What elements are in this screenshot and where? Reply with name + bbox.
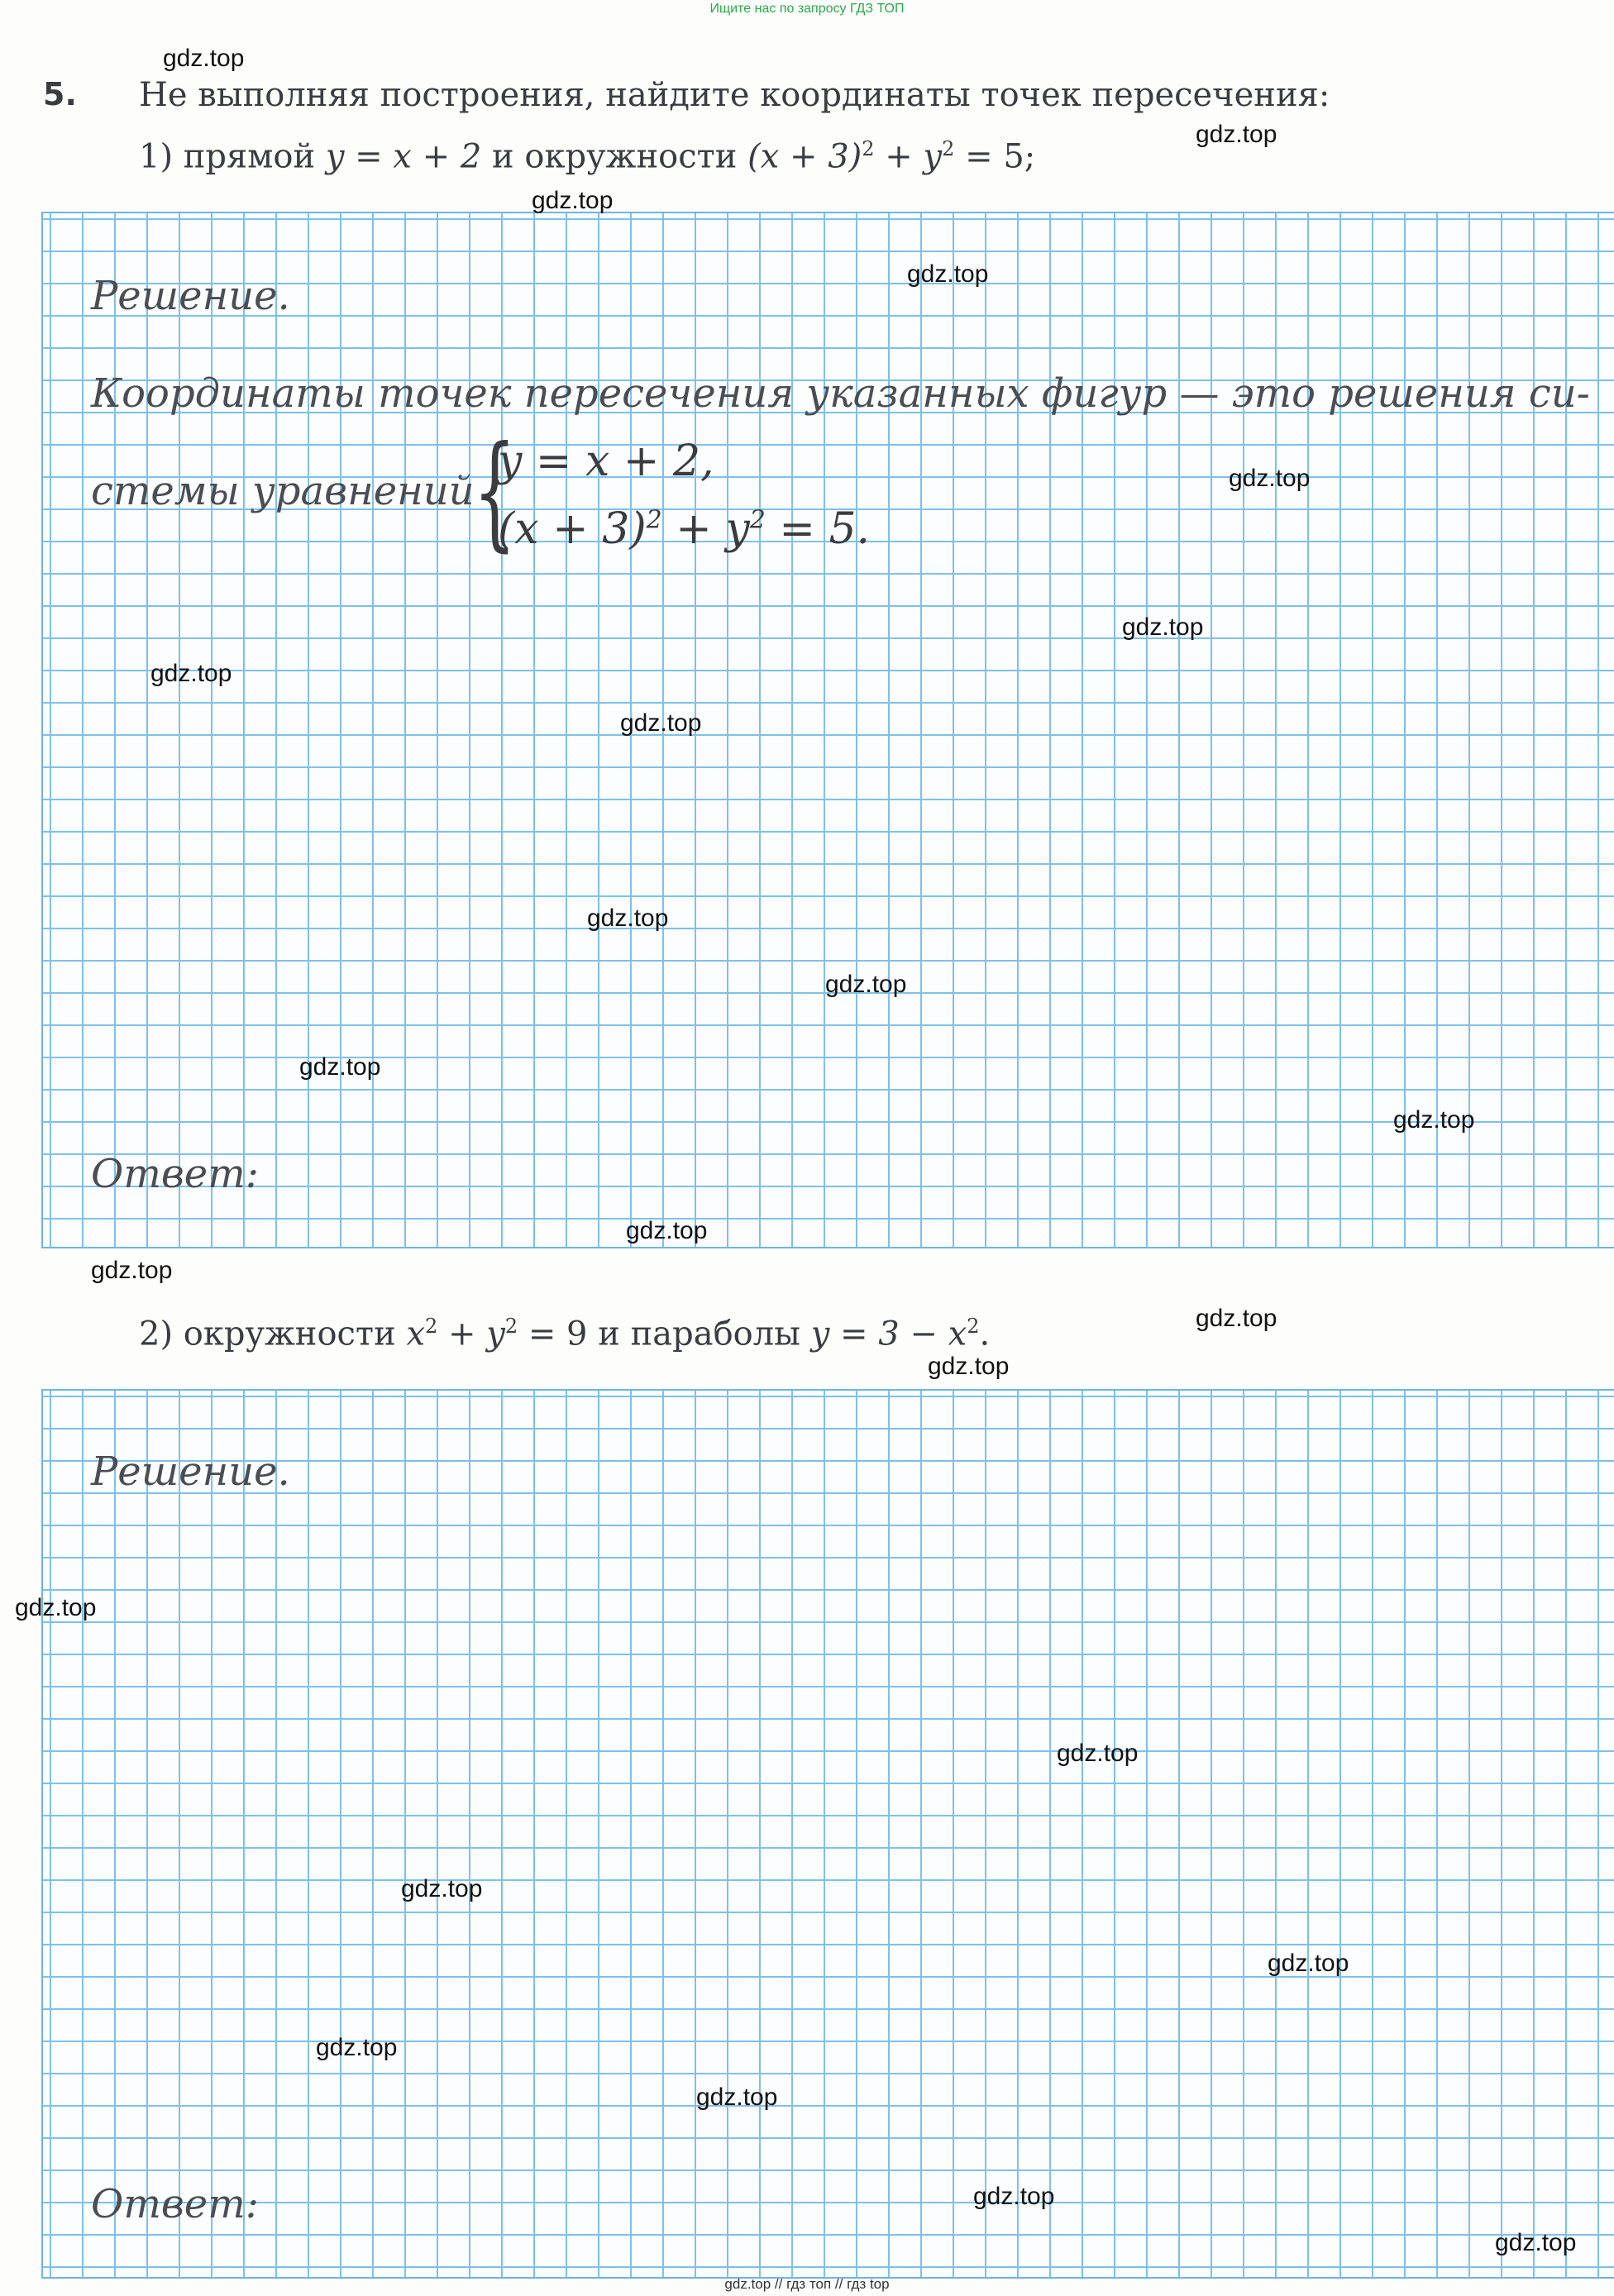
part2-prefix: 2) окружности	[139, 1315, 407, 1353]
part2-end: .	[979, 1315, 991, 1353]
answer-grid-1[interactable]	[41, 212, 1614, 1248]
watermark: gdz.top	[1393, 1106, 1475, 1134]
watermark: gdz.top	[1229, 465, 1311, 492]
part2-eq-a: x	[406, 1315, 425, 1353]
exponent: 2	[504, 1315, 518, 1338]
part1-prefix: 1) прямой	[139, 137, 326, 176]
system-eq2-a: (x + 3)	[498, 504, 647, 554]
part1-circle-c: = 5;	[954, 137, 1036, 176]
part1-circle-a: (x + 3)	[747, 137, 862, 176]
exponent: 2	[967, 1315, 980, 1338]
part1-line-equation: y = x + 2	[325, 137, 482, 176]
watermark: gdz.top	[626, 1217, 708, 1244]
watermark: gdz.top	[1057, 1740, 1139, 1767]
search-banner: Ищите нас по запросу ГДЗ ТОП	[709, 2, 905, 16]
system-equation-2	[498, 504, 870, 554]
watermark: gdz.top	[91, 1257, 173, 1284]
system-eq2-b: + y	[661, 504, 750, 554]
watermark: gdz.top	[696, 2084, 778, 2111]
answer-grid-2[interactable]	[41, 1389, 1614, 2279]
watermark: gdz.top	[620, 709, 702, 737]
answer-label-2: Ответ:	[91, 2181, 259, 2227]
watermark: gdz.top	[907, 260, 989, 288]
system-eq2-c: = 5.	[765, 504, 871, 554]
part2-statement	[139, 1315, 990, 1353]
system-brace: {	[473, 420, 517, 564]
watermark: gdz.top	[973, 2183, 1055, 2210]
watermark: gdz.top	[15, 1594, 97, 1621]
watermark: gdz.top	[928, 1353, 1010, 1380]
solution-text-line2: стемы уравнений	[91, 468, 475, 514]
watermark: gdz.top	[299, 1053, 381, 1081]
solution-text-line1: Координаты точек пересечения указанных фигур — это решения си-	[91, 370, 1590, 417]
watermark: gdz.top	[1196, 121, 1277, 148]
watermark: gdz.top	[1495, 2229, 1577, 2256]
task-number: 5.	[43, 76, 77, 112]
watermark: gdz.top	[150, 660, 232, 687]
page-footer: gdz.top // гдз топ // гдз top	[724, 2276, 890, 2292]
watermark: gdz.top	[1196, 1305, 1277, 1332]
solution-label-1: Решение.	[91, 273, 290, 319]
exponent: 2	[749, 505, 766, 535]
part2-eq-b: + y	[437, 1315, 505, 1353]
exponent: 2	[862, 137, 875, 160]
part2-parabola: y = 3 − x	[810, 1315, 967, 1353]
watermark: gdz.top	[401, 1875, 483, 1902]
watermark: gdz.top	[532, 187, 614, 214]
watermark: gdz.top	[587, 905, 669, 932]
system-equation-1: y = x + 2,	[498, 437, 714, 486]
part1-mid: и окружности	[481, 137, 748, 176]
exponent: 2	[646, 505, 662, 535]
answer-label-1: Ответ:	[91, 1151, 259, 1197]
watermark: gdz.top	[825, 971, 907, 998]
part2-mid: и параболы	[587, 1315, 811, 1353]
solution-label-2: Решение.	[91, 1449, 290, 1495]
part2-eq-c: = 9	[518, 1315, 588, 1353]
part1-statement	[139, 137, 1035, 175]
task-statement: Не выполняя построения, найдите координаты точек пересечения:	[139, 76, 1330, 114]
exponent: 2	[425, 1315, 438, 1338]
watermark: gdz.top	[316, 2034, 398, 2061]
watermark: gdz.top	[1268, 1950, 1349, 1977]
exponent: 2	[942, 137, 955, 160]
part1-circle-b: + y	[874, 137, 943, 176]
watermark: gdz.top	[1122, 613, 1204, 641]
watermark: gdz.top	[163, 45, 245, 72]
